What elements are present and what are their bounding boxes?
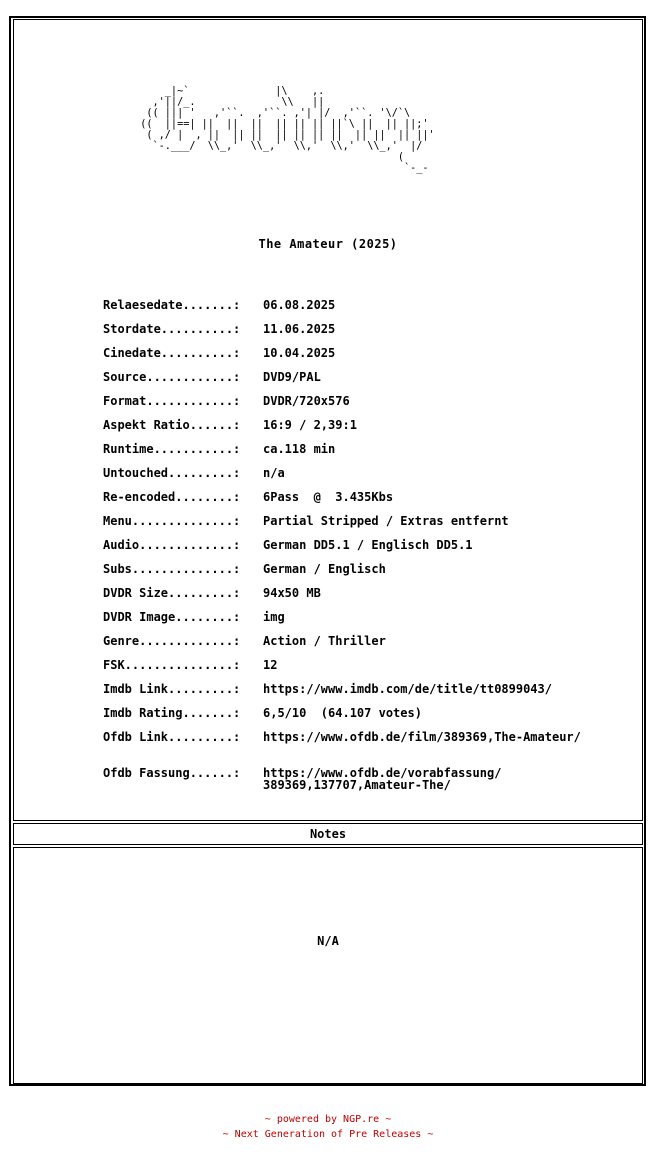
info-key: Subs..............: (103, 562, 241, 576)
info-value[interactable]: https://www.ofdb.de/film/389369,The-Amateur/ (263, 730, 581, 744)
info-key: Untouched.........: (103, 466, 241, 480)
info-value: 16:9 / 2,39:1 (263, 418, 357, 432)
info-key: Ofdb Fassung......: (103, 766, 241, 780)
info-row (103, 465, 285, 481)
info-value: ca.118 min (263, 442, 336, 456)
info-row (103, 321, 335, 337)
notes-header-panel (13, 823, 643, 845)
info-key: Runtime...........: (103, 442, 241, 456)
info-value: 06.08.2025 (263, 298, 336, 312)
info-key: Imdb Link.........: (103, 682, 241, 696)
info-key: Relaesedate.......: (103, 298, 241, 312)
info-value: 6Pass @ 3.435Kbs (263, 490, 394, 504)
info-row-fassung (103, 765, 501, 793)
notes-body: N/A (317, 934, 339, 948)
footer-tagline: ~ Next Generation of Pre Releases ~ (222, 1129, 434, 1140)
info-key: Imdb Rating.......: (103, 706, 241, 720)
info-row (103, 537, 473, 553)
info-value: German / Englisch (263, 562, 386, 576)
info-key: Ofdb Link.........: (103, 730, 241, 744)
info-row (103, 513, 509, 529)
release-title: The Amateur (2025) (258, 237, 398, 251)
info-key: FSK...............: (103, 658, 241, 672)
info-key: Genre.............: (103, 634, 241, 648)
info-row (103, 705, 422, 721)
info-row (103, 681, 552, 697)
footer-powered-by: ~ powered by NGP.re ~ (264, 1114, 392, 1125)
info-value: 11.06.2025 (263, 322, 336, 336)
info-value: 12 (263, 658, 278, 672)
goodboy-ascii-logo: _|~` |\ ,. ,'||/_. \\ || (( ||| ' ,'``. ,'``. ,'| |/ ,'``. '\/`\ (( ||==| || || || || || || ||`\ || || ||;' ( ,/ | , || || || || || || || || || || ||' `-.___/ \\_,' \\_,' \\,' \\,' \\_,' |/ ( `-_- (140, 86, 435, 174)
info-value: 94x50 MB (263, 586, 321, 600)
info-value: img (263, 610, 285, 624)
ofdb-fassung-link[interactable] (263, 765, 501, 791)
info-row (103, 297, 335, 313)
info-row (103, 729, 581, 745)
footer (0, 1112, 656, 1142)
info-key: Audio.............: (103, 538, 241, 552)
info-row (103, 609, 285, 625)
info-value[interactable]: https://www.imdb.com/de/title/tt0899043/ (263, 682, 552, 696)
info-key: Cinedate..........: (103, 346, 241, 360)
info-row (103, 489, 393, 505)
info-row (103, 633, 386, 649)
info-row (103, 585, 321, 601)
info-key: Source............: (103, 370, 241, 384)
info-key: Menu..............: (103, 514, 241, 528)
info-value: DVDR/720x576 (263, 394, 350, 408)
info-key: DVDR Size.........: (103, 586, 241, 600)
notes-title: Notes (309, 827, 347, 841)
info-value: n/a (263, 466, 285, 480)
info-key: Re-encoded........: (103, 490, 241, 504)
fassung-line-1: https://www.ofdb.de/vorabfassung/ (263, 766, 502, 780)
fassung-line-2: 389369,137707,Amateur-The/ (263, 778, 451, 792)
info-row (103, 657, 277, 673)
info-key: DVDR Image........: (103, 610, 241, 624)
info-key: Stordate..........: (103, 322, 241, 336)
info-row (103, 417, 357, 433)
info-row (103, 345, 335, 361)
info-key: Aspekt Ratio......: (103, 418, 241, 432)
info-value: German DD5.1 / Englisch DD5.1 (263, 538, 473, 552)
info-value: DVD9/PAL (263, 370, 321, 384)
notes-panel (13, 847, 643, 1084)
info-row (103, 441, 335, 457)
info-row (103, 369, 321, 385)
info-row (103, 393, 350, 409)
info-row (103, 561, 386, 577)
info-value: 6,5/10 (64.107 votes) (263, 706, 422, 720)
info-value: Partial Stripped / Extras entfernt (263, 514, 509, 528)
info-value: Action / Thriller (263, 634, 386, 648)
info-key: Format............: (103, 394, 241, 408)
info-value: 10.04.2025 (263, 346, 336, 360)
